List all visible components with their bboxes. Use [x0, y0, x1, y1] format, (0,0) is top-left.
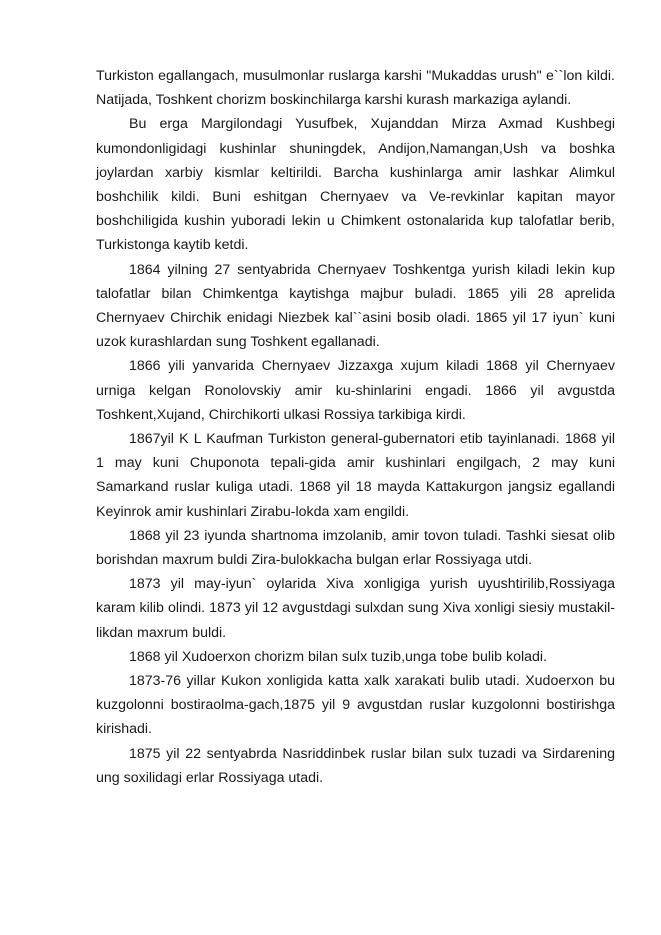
- paragraph-10: 1875 yil 22 sentyabrda Nasriddinbek ruslar bilan sulx tuzadi va Sirdarening ung soxilidagi erlar Rossiyaga utadi.: [96, 745, 615, 786]
- paragraph-4: 1866 yili yanvarida Chernyaev Jizzaxga xujum kiladi 1868 yil Chernyaev urniga kelgan Ronolovskiy amir ku-shinlarini engadi. 1866 yil avgustda Toshkent,Xujand, Chirchikorti ulkasi Rossiya tarkibiga kirdi.: [96, 358, 615, 423]
- document-page: [96, 64, 615, 790]
- paragraph-5: 1867yil K L Kaufman Turkiston general-gubernatori etib tayinlanadi. 1868 yil 1 may kuni Chuponota tepali-gida amir kushinlari engilgach, 2 may kuni Samarkand ruslar kuliga utadi. 1868 yil 18 mayda Kattakurgon jangsiz egallandi Keyinrok amir kushinlari Zirabu-lokda xam engildi.: [96, 431, 615, 520]
- paragraph-8: 1868 yil Xudoerxon chorizm bilan sulx tuzib,unga tobe bulib koladi.: [129, 648, 547, 665]
- paragraph-9: 1873-76 yillar Kukon xonligida katta xalk xarakati bulib utadi. Xudoerxon bu kuzgolonni bostiraolma-gach,1875 yil 9 avgustdan ruslar kuzgolonni bostirishga kirishadi.: [96, 673, 615, 738]
- paragraph-7: 1873 yil may-iyun` oylarida Xiva xonligiga yurish uyushtirilib,Rossiyaga karam kilib olindi. 1873 yil 12 avgustdagi sulxdan sung Xiva xonligi siesiy mustakil-likdan maxrum buldi.: [96, 576, 615, 641]
- paragraph-1: Turkiston egallangach, musulmonlar ruslarga karshi "Mukaddas urush" e``lon kildi. Natijada, Toshkent chorizm boskinchilarga karshi kurash markaziga aylandi.: [96, 68, 615, 109]
- paragraph-3: 1864 yilning 27 sentyabrida Chernyaev Toshkentga yurish kiladi lekin kup talofatlar bilan Chimkentga kaytishga majbur buladi. 1865 yili 28 aprelida Chernyaev Chirchik enidagi Niezbek kal``asini bosib oladi. 1865 yil 17 iyun` kuni uzok kurashlardan sung Toshkent egallanadi.: [96, 261, 615, 351]
- paragraph-2: Bu erga Margilondagi Yusufbek, Xujanddan Mirza Axmad Kushbegi kumondonligidagi kushinlar shuningdek, Andijon,Namangan,Ush va boshka joylardan xarbiy kismlar keltirildi. Barcha kushinlarga amir lashkar Alimkul boshchilik kildi. Buni eshitgan Chernyaev va Ve-revkinlar kapitan mayor boshchiligida kushin yuboradi lekin u Chimkent ostonalarida kup talofatlar berib, Turkistonga kaytib ketdi.: [96, 116, 615, 254]
- paragraph-6: 1868 yil 23 iyunda shartnoma imzolanib, amir tovon tuladi. Tashki siesat olib borishdan maxrum buldi Zira-bulokkacha bulgan erlar Rossiyaga utdi.: [96, 527, 615, 569]
